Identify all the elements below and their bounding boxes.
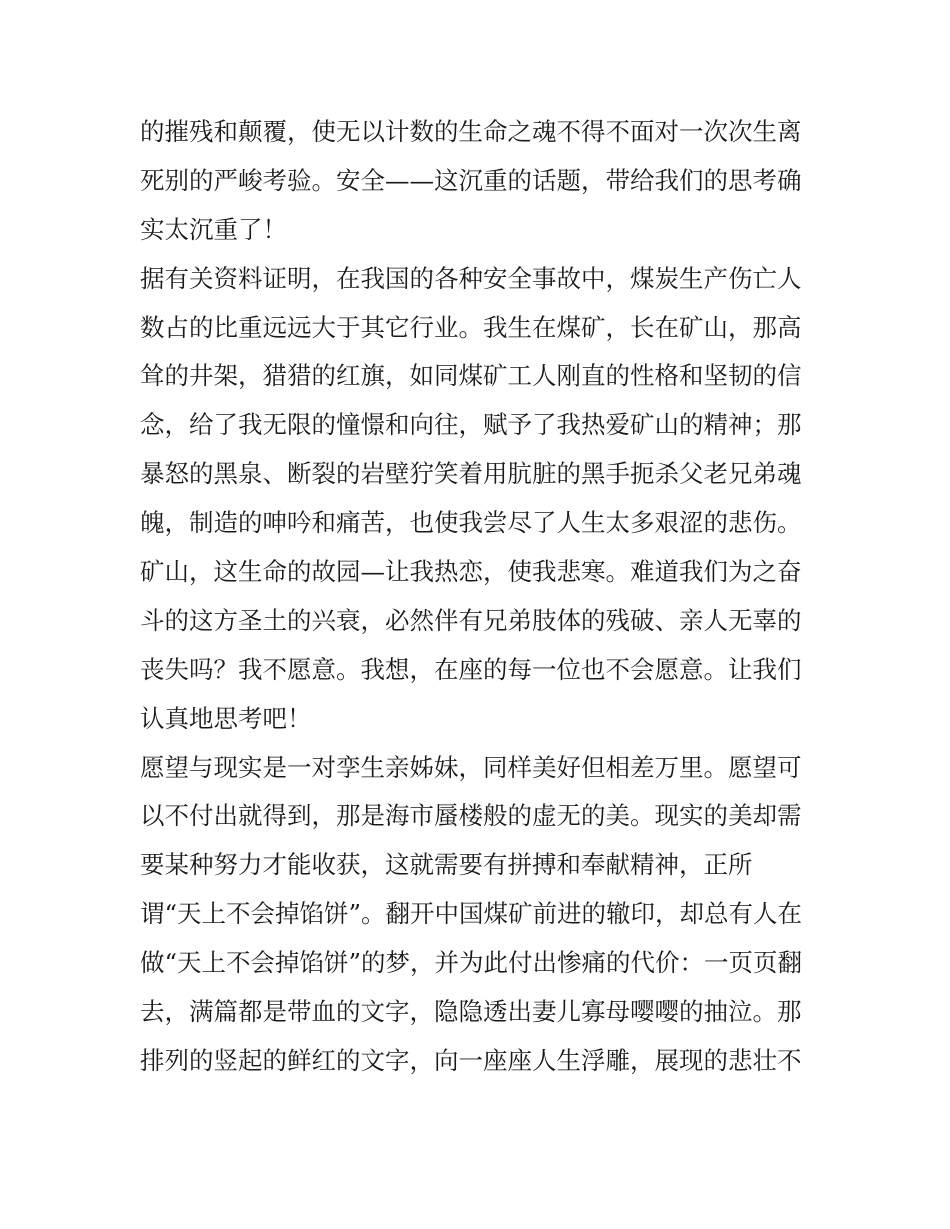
body-text — [140, 108, 812, 1086]
text-line: 念，给了我无限的憧憬和向往，赋予了我热爱矿山的精神；那 — [140, 410, 802, 440]
text-line: 耸的井架，猎猎的红旗，如同煤矿工人刚直的性格和坚韧的信 — [140, 361, 802, 391]
text-line: 实太沉重了！ — [140, 214, 287, 244]
text-line: 去，满篇都是带血的文字，隐隐透出妻儿寡母嘤嘤的抽泣。那 — [140, 997, 802, 1027]
text-line: 认真地思考吧！ — [140, 703, 312, 733]
text-line: 死别的严峻考验。安全——这沉重的话题，带给我们的思考确 — [140, 165, 802, 195]
text-line: 做“天上不会掉馅饼”的梦，并为此付出惨痛的代价：一页页翻 — [140, 948, 803, 978]
text-line: 以不付出就得到，那是海市蜃楼般的虚无的美。现实的美却需 — [140, 801, 802, 831]
text-line: 的摧残和颠覆，使无以计数的生命之魂不得不面对一次次生离 — [140, 117, 802, 146]
text-line: 排列的竖起的鲜红的文字，向一座座人生浮雕，展现的悲壮不 — [140, 1045, 802, 1075]
text-line: 暴怒的黑泉、断裂的岩壁狞笑着用肮脏的黑手扼杀父老兄弟魂 — [140, 459, 802, 489]
text-line: 据有关资料证明，在我国的各种安全事故中，煤炭生产伤亡人 — [140, 263, 802, 293]
text-line: 矿山，这生命的故园—让我热恋，使我悲寒。难道我们为之奋 — [140, 557, 802, 587]
text-line: 数占的比重远远大于其它行业。我生在煤矿，长在矿山，那高 — [140, 312, 802, 342]
text-line: 愿望与现实是一对孪生亲姊妹，同样美好但相差万里。愿望可 — [140, 752, 802, 782]
text-line: 要某种努力才能收获，这就需要有拼搏和奉献精神，正所 — [140, 850, 753, 880]
text-line: 魄，制造的呻吟和痛苦，也使我尝尽了人生太多艰涩的悲伤。 — [140, 508, 802, 538]
text-line: 谓“天上不会掉馅饼”。翻开中国煤矿前进的辙印，却总有人在 — [140, 899, 803, 929]
text-line: 斗的这方圣土的兴衰，必然伴有兄弟肢体的残破、亲人无辜的 — [140, 605, 802, 635]
text-line: 丧失吗？我不愿意。我想，在座的每一位也不会愿意。让我们 — [140, 654, 802, 684]
